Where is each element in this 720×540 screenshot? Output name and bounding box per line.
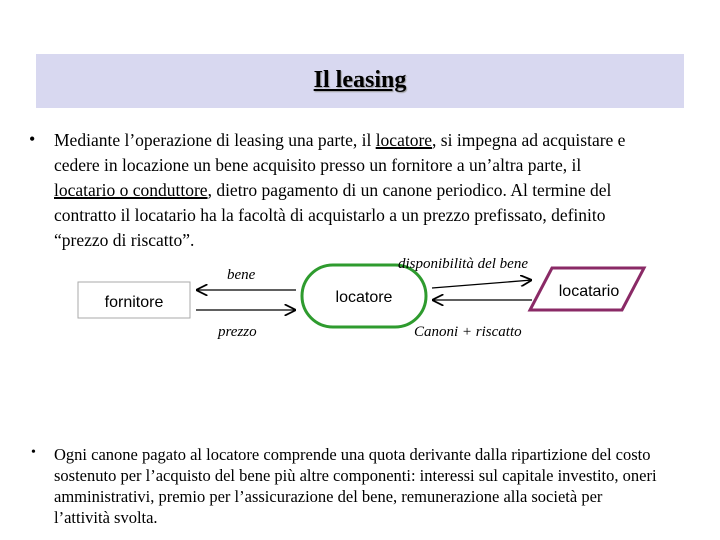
text-segment: , dietro pagamento di un canone periodico. Al termine del: [207, 180, 612, 200]
paragraph-2-line-3: amministrativi, premio per l’assicurazione del bene, remunerazione alla società per: [54, 487, 603, 506]
paragraph-2-line-4: l’attività svolta.: [54, 508, 158, 527]
paragraph-1-line-4: contratto il locatario ha la facoltà di acquistarlo a un prezzo prefissato, definito: [54, 205, 606, 225]
text-segment: Mediante l’operazione di leasing una parte, il: [54, 130, 376, 150]
bullet-marker-1: •: [29, 129, 36, 149]
label-canoni: Canoni + riscatto: [414, 324, 522, 340]
paragraph-1-line-5: “prezzo di riscatto”.: [54, 230, 195, 250]
label-prezzo: prezzo: [218, 324, 257, 340]
term-locatario: locatario o conduttore: [54, 180, 208, 200]
slide-title: Il leasing: [313, 67, 407, 93]
paragraph-2-line-1: Ogni canone pagato al locatore comprende una quota derivante dalla ripartizione del costo: [54, 445, 651, 464]
fornitore-label: fornitore: [104, 294, 164, 311]
text-segment: , si impegna ad acquistare e: [432, 130, 626, 150]
label-bene: bene: [227, 267, 256, 283]
label-disponibilita: disponibilità del bene: [398, 256, 528, 272]
paragraph-1-line-2: cedere in locazione un bene acquisito presso un fornitore a un’altra parte, il: [54, 155, 582, 175]
arrow-disponibilita: [432, 280, 532, 288]
bullet-paragraph-2: [54, 444, 716, 528]
paragraph-2-line-2: sostenuto per l’acquisto del bene più altre componenti: interessi sul capitale investito, oneri: [54, 466, 657, 485]
term-locatore: locatore: [375, 130, 433, 150]
bullet-marker-2: •: [31, 445, 36, 460]
locatore-label: locatore: [335, 289, 393, 306]
locatario-label: locatario: [558, 283, 620, 300]
